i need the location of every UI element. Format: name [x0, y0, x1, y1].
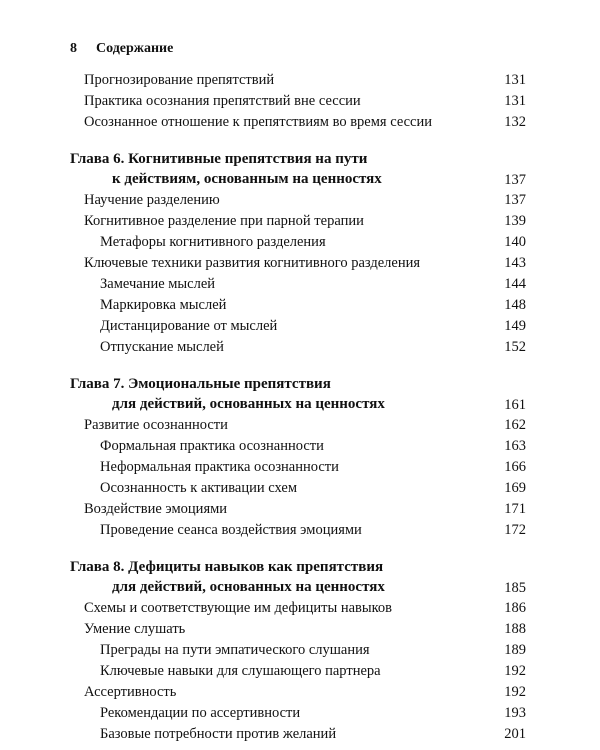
toc-entry-page: 137 [504, 192, 526, 208]
toc-entry-title: Осознанное отношение к препятствиям во время сессии [84, 114, 433, 130]
toc-entry-page: 171 [504, 501, 526, 517]
toc-entry-page: 172 [504, 522, 526, 538]
toc-entry-title: Ключевые навыки для слушающего партнера [100, 663, 381, 679]
toc-entry-title: Формальная практика осознанности [100, 438, 324, 454]
toc-entry [70, 70, 526, 91]
toc-entry-page: 131 [504, 93, 526, 109]
toc-entry-title: Базовые потребности против желаний [100, 726, 337, 742]
chapter-heading [70, 374, 526, 415]
chapter-title-line1: Глава 6. Когнитивные препятствия на пути [70, 151, 368, 167]
toc-subentry [70, 478, 526, 499]
table-of-contents [70, 70, 526, 745]
chapter-title-line2: для действий, основанных на ценностях [112, 579, 385, 595]
toc-entry-title: Развитие осознанности [84, 417, 228, 433]
toc-entry-page: 139 [504, 213, 526, 229]
toc-subentry [70, 640, 526, 661]
chapter-page: 161 [504, 397, 526, 413]
toc-subentry [70, 337, 526, 358]
toc-entry-title: Замечание мыслей [100, 276, 216, 292]
toc-subentry [70, 703, 526, 724]
chapter-title-line2: для действий, основанных на ценностях [112, 396, 385, 412]
toc-entry-title: Рекомендации по ассертивности [100, 705, 301, 721]
toc-entry-title: Дистанцирование от мыслей [100, 318, 278, 334]
toc-entry-page: 166 [504, 459, 526, 475]
toc-entry-page: 144 [504, 276, 526, 292]
toc-entry-title: Осознанность к активации схем [100, 480, 298, 496]
chapter-page: 137 [504, 172, 526, 188]
toc-subentry [70, 520, 526, 541]
toc-subentry [70, 724, 526, 745]
toc-entry-page: 186 [504, 600, 526, 616]
chapter-title-line1: Глава 7. Эмоциональные препятствия [70, 376, 331, 392]
toc-subentry [70, 316, 526, 337]
toc-entry-title: Прогнозирование препятствий [84, 72, 275, 88]
toc-entry-page: 152 [504, 339, 526, 355]
toc-entry [70, 415, 526, 436]
toc-entry-title: Научение разделению [84, 192, 220, 208]
toc-entry-title: Умение слушать [84, 621, 186, 637]
toc-entry-title: Воздействие эмоциями [84, 501, 228, 517]
chapter-title-line2: к действиям, основанным на ценностях [112, 171, 382, 187]
toc-entry [70, 598, 526, 619]
toc-entry-title: Метафоры когнитивного разделения [100, 234, 326, 250]
toc-entry [70, 211, 526, 232]
toc-entry [70, 619, 526, 640]
toc-entry-title: Маркировка мыслей [100, 297, 227, 313]
toc-entry-page: 162 [504, 417, 526, 433]
toc-entry [70, 682, 526, 703]
toc-subentry [70, 274, 526, 295]
running-head [70, 41, 173, 57]
toc-entry-page: 189 [504, 642, 526, 658]
toc-subentry [70, 661, 526, 682]
toc-entry-page: 193 [504, 705, 526, 721]
toc-entry-page: 140 [504, 234, 526, 250]
toc-entry-title: Проведение сеанса воздействия эмоциями [100, 522, 362, 538]
page-number: 8 [70, 41, 77, 56]
toc-subentry [70, 232, 526, 253]
chapter-heading [70, 557, 526, 598]
toc-entry-page: 131 [504, 72, 526, 88]
toc-entry-page: 132 [504, 114, 526, 130]
toc-entry [70, 253, 526, 274]
toc-entry-title: Отпускание мыслей [100, 339, 224, 355]
toc-entry-title: Когнитивное разделение при парной терапии [84, 213, 364, 229]
toc-subentry [70, 295, 526, 316]
toc-entry [70, 112, 526, 133]
toc-entry-page: 148 [504, 297, 526, 313]
toc-entry-title: Схемы и соответствующие им дефициты навыков [84, 600, 393, 616]
running-head-title: Содержание [96, 41, 174, 56]
toc-entry [70, 190, 526, 211]
toc-subentry [70, 457, 526, 478]
toc-entry-page: 169 [504, 480, 526, 496]
toc-entry-title: Практика осознания препятствий вне сессии [84, 93, 361, 109]
chapter-heading [70, 149, 526, 190]
toc-entry-title: Ключевые техники развития когнитивного разделения [84, 255, 421, 271]
toc-entry [70, 499, 526, 520]
toc-entry-page: 149 [504, 318, 526, 334]
toc-entry-title: Ассертивность [84, 684, 177, 700]
toc-entry-page: 201 [504, 726, 526, 742]
toc-entry-title: Преграды на пути эмпатического слушания [100, 642, 370, 658]
toc-entry-page: 143 [504, 255, 526, 271]
toc-entry-page: 192 [504, 663, 526, 679]
toc-entry-page: 188 [504, 621, 526, 637]
toc-entry-page: 163 [504, 438, 526, 454]
toc-subentry [70, 436, 526, 457]
toc-entry-page: 192 [504, 684, 526, 700]
chapter-title-line1: Глава 8. Дефициты навыков как препятствия [70, 559, 384, 575]
toc-entry-title: Неформальная практика осознанности [100, 459, 339, 475]
chapter-page: 185 [504, 580, 526, 596]
toc-entry [70, 91, 526, 112]
